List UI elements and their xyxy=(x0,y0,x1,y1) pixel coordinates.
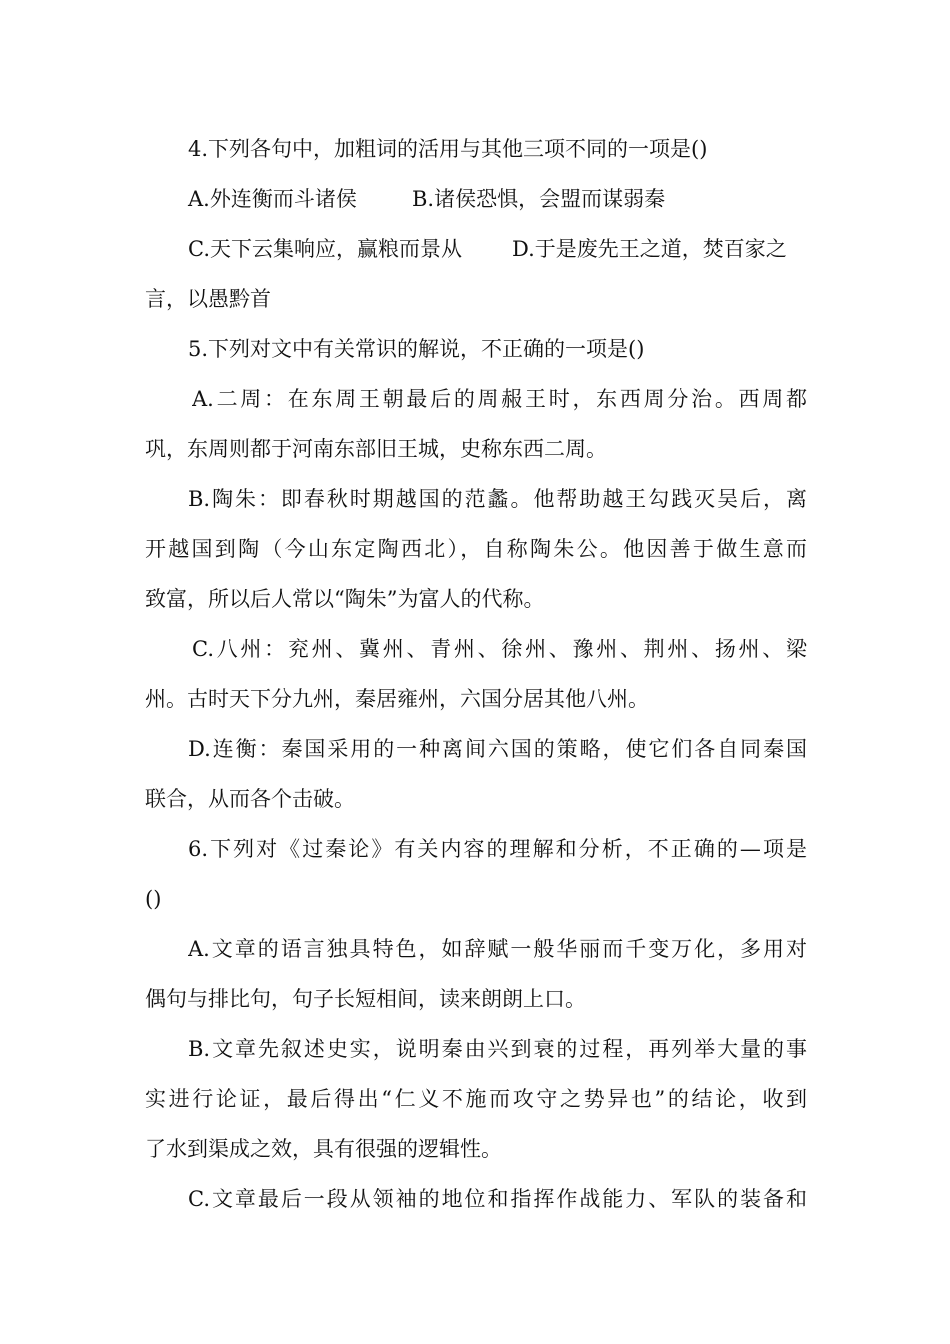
question-6-option-a-continued: 偶句与排比句，句子长短相间，读来朗朗上口。 xyxy=(145,987,586,1011)
question-4-option-b: B.诸侯恐惧，会盟而谋弱秦 xyxy=(412,187,666,211)
question-5-option-a-continued: 巩，东周则都于河南东部旧王城，史称东西二周。 xyxy=(145,437,607,461)
question-5-option-a: A.二周：在东周王朝最后的周赧王时，东西周分治。西周都 xyxy=(192,387,807,411)
question-4-options-ab xyxy=(188,184,807,214)
question-5-option-c: C.八州：兖州、冀州、青州、徐州、豫州、荆州、扬州、梁 xyxy=(192,637,807,661)
question-4-option-c: C.天下云集响应，赢粮而景从 xyxy=(188,237,462,261)
question-4-option-d-continued: 言，以愚黔首 xyxy=(145,287,271,311)
question-4-stem: 4.下列各句中，加粗词的活用与其他三项不同的一项是() xyxy=(188,137,708,161)
question-6-option-b: B.文章先叙述史实，说明秦由兴到衰的过程，再列举大量的事 xyxy=(188,1037,807,1061)
question-5-option-d-continued: 联合，从而各个击破。 xyxy=(145,787,355,811)
question-5-option-c-continued: 州。古时天下分九州，秦居雍州，六国分居其他八州。 xyxy=(145,687,649,711)
question-5-stem: 5.下列对文中有关常识的解说，不正确的一项是() xyxy=(188,337,645,361)
question-6-option-b-end: 了水到渠成之效，具有很强的逻辑性。 xyxy=(145,1137,502,1161)
question-6-option-a: A.文章的语言独具特色，如辞赋一般华丽而千变万化，多用对 xyxy=(188,937,807,961)
question-6-option-c: C.文章最后一段从领袖的地位和指挥作战能力、军队的装备和 xyxy=(188,1187,807,1211)
question-6-stem-continued: () xyxy=(145,887,162,911)
question-6-option-b-continued: 实进行论证，最后得出“仁义不施而攻守之势异也”的结论，收到 xyxy=(145,1087,807,1111)
question-5-option-b: B.陶朱：即春秋时期越国的范蠡。他帮助越王勾践灭吴后，离 xyxy=(188,487,807,511)
question-4-option-d: D.于是废先王之道，焚百家之 xyxy=(512,237,787,261)
question-4-option-a: A.外连衡而斗诸侯 xyxy=(188,187,357,211)
question-6-stem: 6.下列对《过秦论》有关内容的理解和分析，不正确的—项是 xyxy=(188,837,807,861)
question-5-option-d: D.连衡：秦国采用的一种离间六国的策略，使它们各自同秦国 xyxy=(188,737,807,761)
question-4-options-cd xyxy=(188,234,807,264)
question-5-option-b-end: 致富，所以后人常以“陶朱”为富人的代称。 xyxy=(145,587,545,611)
question-5-option-b-continued: 开越国到陶（今山东定陶西北），自称陶朱公。他因善于做生意而 xyxy=(145,537,807,561)
